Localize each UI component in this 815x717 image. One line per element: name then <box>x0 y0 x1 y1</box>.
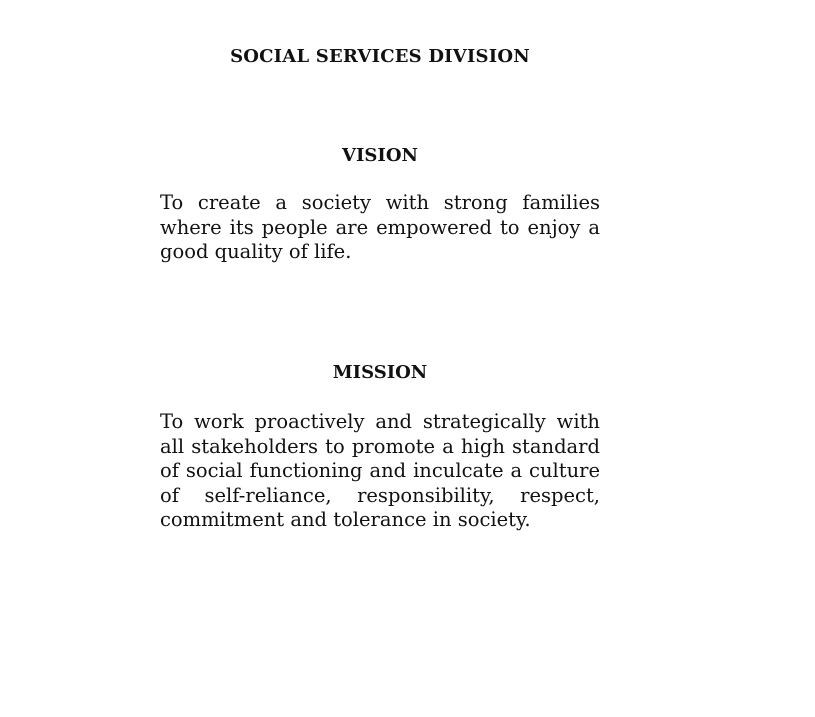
mission-heading: MISSION <box>332 362 428 383</box>
page-title: SOCIAL SERVICES DIVISION <box>230 46 530 67</box>
vision-paragraph: To create a society with strong families where its people are empowered to enjoy a good quality of life. <box>160 191 600 263</box>
vision-heading: VISION <box>342 145 418 166</box>
mission-paragraph: To work proactively and strategically with all stakeholders to promote a high standard of social functioning and inculcate a culture of self-reliance, responsibility, respect, commitment and tolerance in society. <box>160 410 600 531</box>
